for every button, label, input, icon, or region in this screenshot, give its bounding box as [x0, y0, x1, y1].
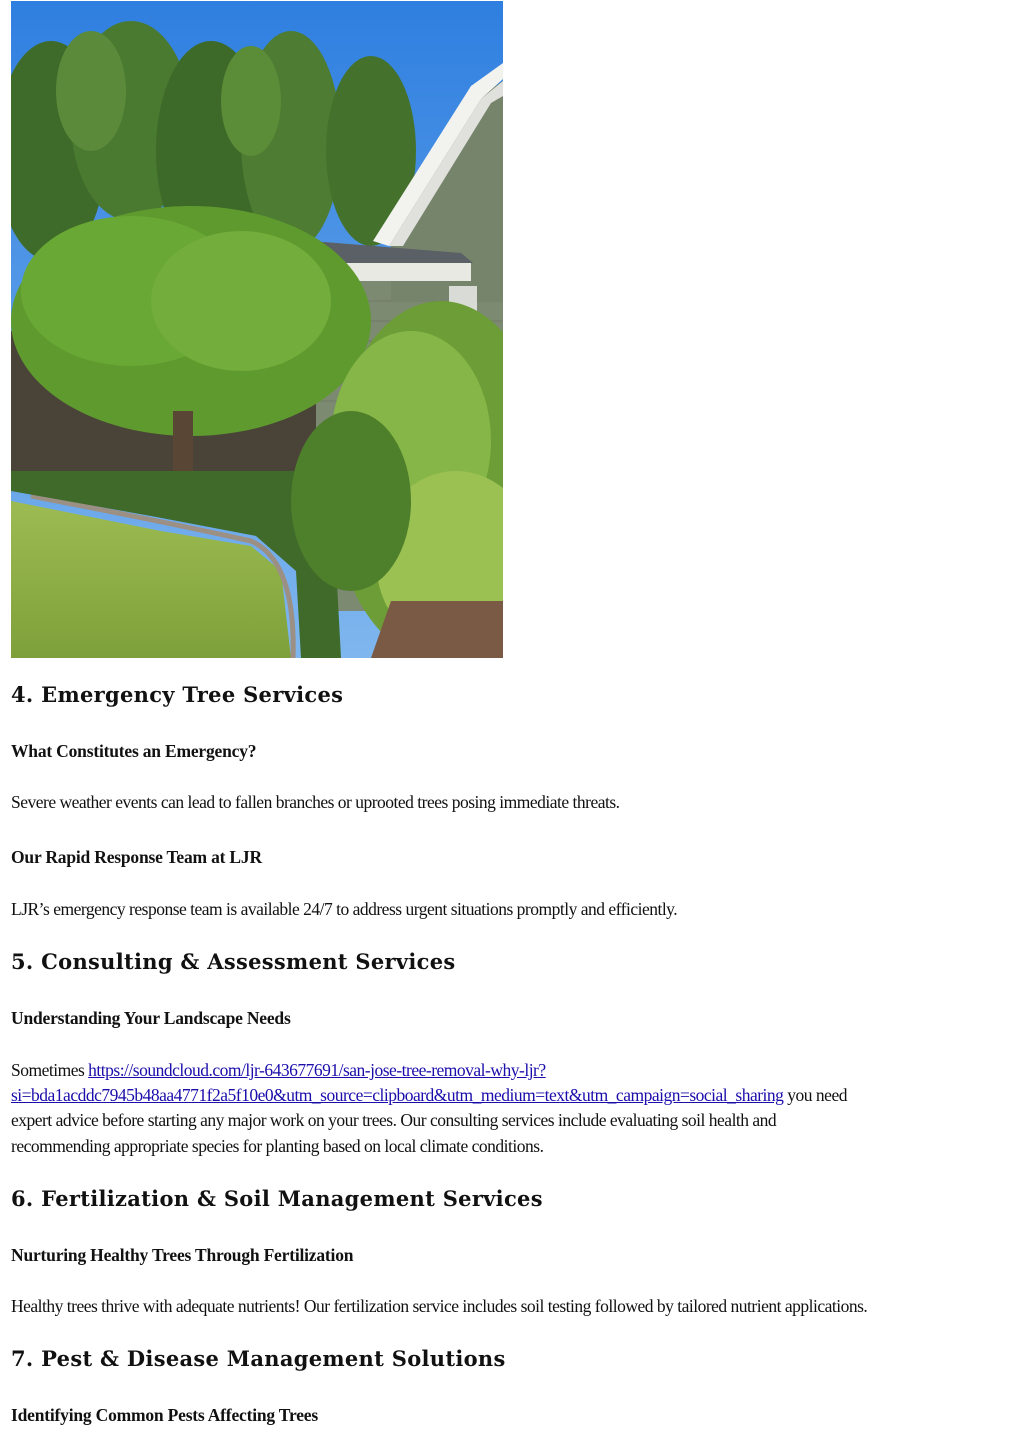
section-7-subheading-1: Identifying Common Pests Affecting Trees: [11, 1405, 318, 1425]
section-5-paragraph-line-1: [11, 1058, 546, 1084]
section-7-heading: 7. Pest & Disease Management Solutions: [11, 1346, 506, 1371]
section-4-heading: 4. Emergency Tree Services: [11, 682, 344, 707]
section-6-paragraph-1: Healthy trees thrive with adequate nutrients! Our fertilization service includes soil testing followed by tailored nutrient applications.: [11, 1296, 868, 1316]
soundcloud-link-continued[interactable]: si=bda1acddc7945b48aa4771f2a5f10e0&utm_source=clipboard&utm_medium=text&utm_campaign=social_sharing: [11, 1085, 784, 1105]
section-4-subheading-2: Our Rapid Response Team at LJR: [11, 847, 262, 867]
section-5-paragraph-line-3: expert advice before starting any major work on your trees. Our consulting services include evaluating soil health and: [11, 1110, 777, 1130]
section-4-paragraph-2: LJR’s emergency response team is available 24/7 to address urgent situations promptly and efficiently.: [11, 899, 678, 919]
paragraph-text-before-link: Sometimes: [11, 1060, 89, 1080]
section-4-subheading-1: What Constitutes an Emergency?: [11, 741, 257, 761]
section-5-paragraph-line-2: [11, 1083, 847, 1109]
garden-photo: [11, 1, 503, 658]
section-5-paragraph-line-4: recommending appropriate species for planting based on local climate conditions.: [11, 1136, 544, 1156]
section-6-heading: 6. Fertilization & Soil Management Services: [11, 1186, 543, 1211]
section-5-heading: 5. Consulting & Assessment Services: [11, 949, 456, 974]
section-5-subheading-1: Understanding Your Landscape Needs: [11, 1008, 291, 1028]
soundcloud-link[interactable]: https://soundcloud.com/ljr-643677691/san-jose-tree-removal-why-ljr?: [88, 1060, 546, 1080]
paragraph-text-after-link: you need: [783, 1085, 847, 1105]
section-6-subheading-1: Nurturing Healthy Trees Through Fertilization: [11, 1245, 354, 1265]
section-4-paragraph-1: Severe weather events can lead to fallen branches or uprooted trees posing immediate threats.: [11, 792, 620, 812]
